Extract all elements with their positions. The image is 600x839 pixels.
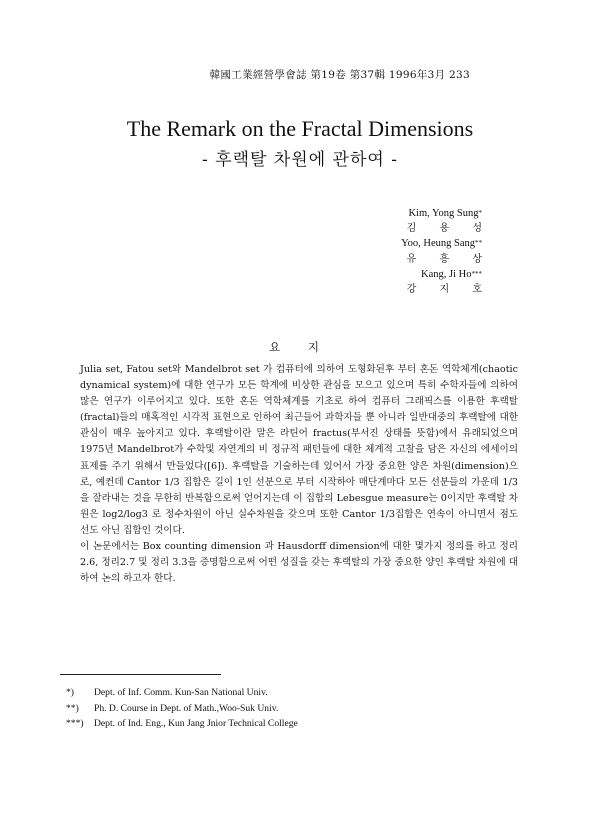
footnote-divider: [60, 674, 221, 675]
author-ko: 강 지 호: [406, 284, 492, 296]
abstract-paragraph-1: Julia set, Fatou set와 Mandelbrot set 가 컴퓨터에 의하여 도형화된후 부터 혼돈 역학체계(chaotic dynamical system)에 대한 연구가 모든 학계에 비상한 관심을 모으고 있으며 특히 수학자들에 의하여 많은 연구가 이루어지고 있다. 또한 혼돈 역학체계를 기초로 하여 컴퓨터 그래픽스를 이용한 후랙탈(fractal)들의 매혹적인 시각적 표현으로 인하여 최근들어 과학자들 뿐 아니라 일반대중의 후랙탈에 대한 관심이 매우 높아지고 있다. 후랙탈이란 말은 라틴어 fractus(부서진 상태를 뜻함)에서 유래되었으며 1975년 Mandelbrot가 수학및 자연계의 비 정규적 패턴들에 대한 체계적 고찰을 담은 자신의 에세이의 표제를 주기 위해서 만들었다([6]). 후랙탈을 기술하는데 있어서 가장 중요한 양은 차원(dimension)으로, 예컨데 Cantor 1/3 집합은 길이 1인 선분으로 부터 시작하아 매단계마다 모든 선분들의 가운데 1/3을 잘라내는 것을 무한히 반복함으로써 얻어지는데 이 집합의 Lebesgue measure는 0이지만 후랙탈 차원은 log2/log3 로 정수차원이 아닌 실수차원을 갖으며 또한 Cantor 1/3집합은 연속이 아니면서 점도 선도 아닌 집합인 것이다.: [80, 364, 518, 536]
author-en: Kim, Yong Sung*: [408, 208, 482, 219]
footnote: *) Dept. of Inf. Comm. Kun-San National Univ.: [66, 687, 268, 698]
paper-title: The Remark on the Fractal Dimensions: [126, 116, 474, 141]
author-en: Kang, Ji Ho***: [421, 268, 482, 280]
footnote: ***) Dept. of Ind. Eng., Kun Jang Jnior Technical College: [66, 718, 298, 730]
abstract-body: [80, 362, 518, 587]
footnotes: [66, 685, 298, 732]
author-block: [401, 206, 492, 297]
abstract-heading: 요 지: [269, 340, 331, 354]
author-en: Yoo, Heung Sang**: [401, 238, 482, 250]
author-ko: 김 용 성: [406, 223, 492, 235]
author-ko: 유 흥 상: [406, 253, 492, 265]
footnote: **) Ph. D. Course in Dept. of Math.,Woo-Suk Univ.: [66, 702, 279, 714]
paper-subtitle: - 후랙탈 차원에 관하여 -: [202, 150, 398, 170]
journal-header: 韓國工業經營學會誌 第19卷 第37輯 1996年3月 233: [209, 69, 470, 81]
abstract-paragraph-2: 이 논문에서는 Box counting dimension 과 Hausdorff dimension에 대한 몇가지 정의를 하고 정리 2.6, 정리2.7 및 정리 3.3을 증명함으로써 어떤 성질을 갖는 후랙탈의 가장 중요한 양인 후랙탈 차원에 대하여 논의 하고자 한다.: [80, 541, 518, 585]
